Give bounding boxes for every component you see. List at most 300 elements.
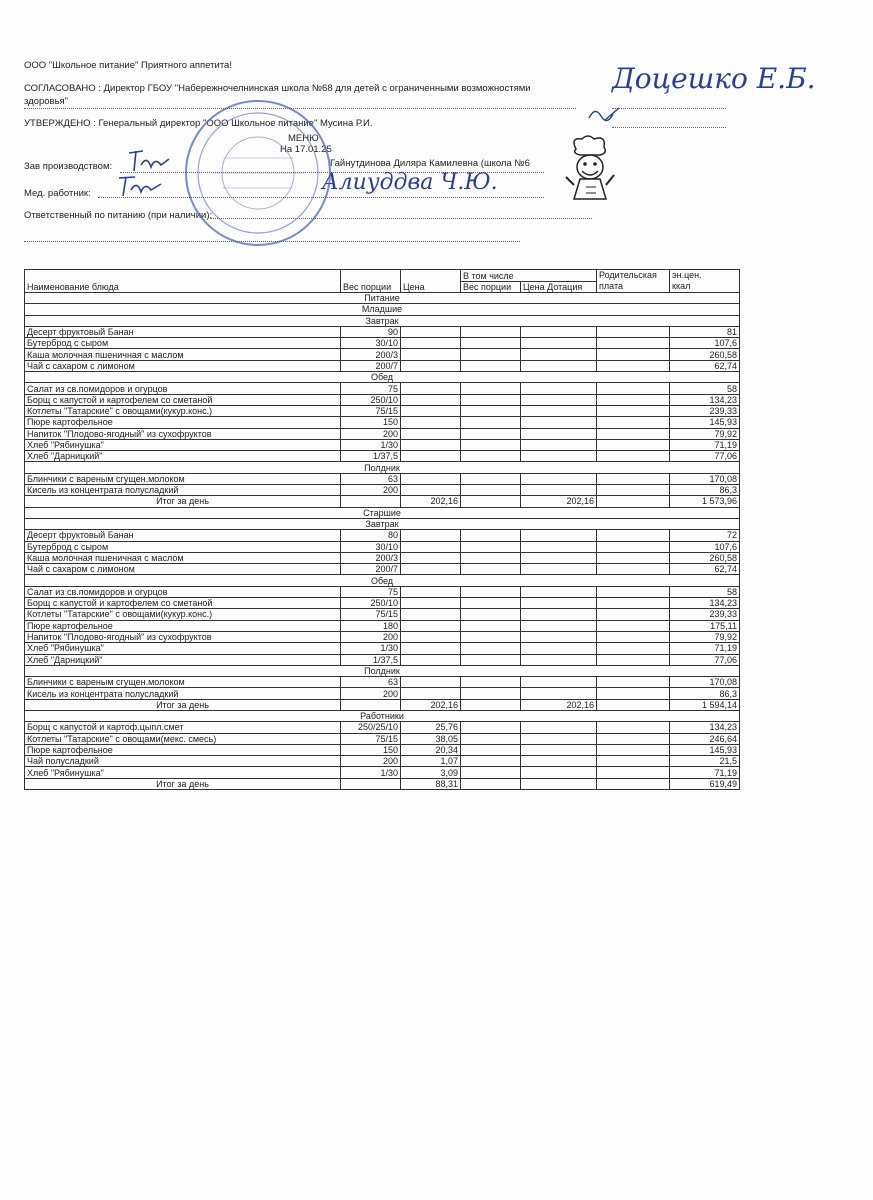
dish-name-cell: Котлеты "Татарские" с овощами(кукур.конс.) [25,405,341,416]
header-incl-weight: Вес порции [461,281,521,293]
energy-kcal-cell: 170,08 [670,473,740,484]
table-row [25,677,740,688]
dish-name-cell: Десерт фруктовый Банан [25,326,341,337]
official-stamp-icon [183,98,333,248]
price-cell [401,383,461,394]
price-cell [401,349,461,360]
portion-weight-cell: 1/30 [341,767,401,778]
portion-weight-cell: 1/30 [341,439,401,450]
price-cell [401,620,461,631]
responsible-label: Ответственный по питанию (при наличии): [24,210,213,221]
dish-name-cell: Пюре картофельное [25,744,341,755]
parent-payment-cell [597,552,670,563]
price-subsidy-cell [521,552,597,563]
dish-name-cell: Напиток "Плодово-ягодный" из сухофруктов [25,631,341,642]
section-title: Работники [25,710,740,721]
parent-payment-cell [597,360,670,371]
price-subsidy-cell [521,586,597,597]
parent-payment-cell [597,643,670,654]
portion-weight-cell: 200/7 [341,360,401,371]
dish-name-cell: Хлеб "Дарницкий" [25,451,341,462]
price-subsidy-cell [521,394,597,405]
energy-kcal-cell: 107,6 [670,541,740,552]
portion-weight-cell [341,496,401,507]
energy-kcal-cell: 58 [670,383,740,394]
incl-weight-cell [461,778,521,789]
energy-kcal-cell: 71,19 [670,767,740,778]
org-name: ООО "Школьное питание" Приятного аппетита! [24,60,232,71]
parent-payment-cell [597,699,670,710]
portion-weight-cell: 75/15 [341,733,401,744]
table-row [25,733,740,744]
portion-weight-cell: 30/10 [341,541,401,552]
incl-weight-cell [461,552,521,563]
energy-kcal-cell: 134,23 [670,598,740,609]
incl-weight-cell [461,677,521,688]
table-row [25,439,740,450]
price-subsidy-cell [521,756,597,767]
section-row [25,575,740,586]
price-subsidy-cell [521,485,597,496]
price-subsidy-cell [521,349,597,360]
energy-kcal-cell: 145,93 [670,417,740,428]
price-subsidy-cell [521,417,597,428]
price-cell [401,485,461,496]
dish-name-cell: Блинчики с вареным сгущен.молоком [25,677,341,688]
section-title: Питание [25,293,740,304]
production-label: Зав производством: [24,161,113,172]
energy-kcal-cell: 619,49 [670,778,740,789]
approved-line: УТВЕРЖДЕНО : Генеральный директор "ООО Школьное питание" Мусина Р.И. [24,118,373,129]
incl-weight-cell [461,326,521,337]
price-cell [401,439,461,450]
dish-name-cell: Пюре картофельное [25,417,341,428]
price-subsidy-cell [521,338,597,349]
dish-name-cell: Итог за день [25,496,341,507]
portion-weight-cell: 200 [341,485,401,496]
production-name: Гайнутдинова Диляра Камилевна (школа №6 [330,158,530,169]
incl-weight-cell [461,733,521,744]
dish-name-cell: Салат из св.помидоров и огурцов [25,586,341,597]
energy-kcal-cell: 81 [670,326,740,337]
section-title: Младшие [25,304,740,315]
portion-weight-cell: 75 [341,586,401,597]
incl-weight-cell [461,394,521,405]
parent-payment-cell [597,756,670,767]
energy-kcal-cell: 1 573,96 [670,496,740,507]
parent-payment-cell [597,496,670,507]
total-row [25,778,740,789]
parent-payment-cell [597,383,670,394]
price-cell [401,643,461,654]
incl-weight-cell [461,451,521,462]
incl-weight-cell [461,473,521,484]
table-row [25,338,740,349]
portion-weight-cell: 200 [341,428,401,439]
table-row [25,744,740,755]
incl-weight-cell [461,756,521,767]
parent-payment-cell [597,405,670,416]
dish-name-cell: Кисель из концентрата полусладкий [25,485,341,496]
price-cell: 202,16 [401,496,461,507]
parent-payment-cell [597,767,670,778]
table-row [25,552,740,563]
dish-name-cell: Салат из св.помидоров и огурцов [25,383,341,394]
portion-weight-cell: 75 [341,383,401,394]
price-cell [401,394,461,405]
energy-kcal-cell: 107,6 [670,338,740,349]
energy-kcal-cell: 175,11 [670,620,740,631]
table-row [25,530,740,541]
parent-payment-cell [597,733,670,744]
parent-payment-cell [597,744,670,755]
parent-payment-cell [597,417,670,428]
header-energy: эн.цен. ккал [670,270,740,293]
section-row [25,507,740,518]
dish-name-cell: Котлеты "Татарские" с овощами(мекс. смесь) [25,733,341,744]
section-title: Полдник [25,462,740,473]
section-title: Обед [25,575,740,586]
medic-signature: Алиуддва Ч.Ю. [322,170,498,195]
parent-payment-cell [597,722,670,733]
price-cell [401,564,461,575]
energy-kcal-cell: 145,93 [670,744,740,755]
price-subsidy-cell [521,688,597,699]
energy-kcal-cell: 134,23 [670,722,740,733]
incl-weight-cell [461,428,521,439]
price-cell [401,677,461,688]
medic-short-signature-icon [113,172,168,200]
parent-payment-cell [597,349,670,360]
price-cell [401,473,461,484]
table-row [25,451,740,462]
table-row [25,620,740,631]
dish-name-cell: Блинчики с вареным сгущен.молоком [25,473,341,484]
dish-name-cell: Десерт фруктовый Банан [25,530,341,541]
price-cell [401,451,461,462]
energy-kcal-cell: 260,58 [670,552,740,563]
dish-name-cell: Каша молочная пшеничная с маслом [25,552,341,563]
portion-weight-cell: 1/37,5 [341,654,401,665]
price-subsidy-cell [521,722,597,733]
price-cell [401,654,461,665]
incl-weight-cell [461,654,521,665]
dish-name-cell: Хлеб "Дарницкий" [25,654,341,665]
section-row [25,293,740,304]
dish-name-cell: Итог за день [25,778,341,789]
energy-kcal-cell: 71,19 [670,643,740,654]
price-subsidy-cell [521,541,597,552]
parent-payment-cell [597,677,670,688]
table-row [25,485,740,496]
price-subsidy-cell [521,677,597,688]
table-row [25,722,740,733]
incl-weight-cell [461,643,521,654]
approver-signature-icon [585,104,625,126]
parent-payment-cell [597,428,670,439]
parent-payment-cell [597,609,670,620]
table-row [25,631,740,642]
incl-weight-cell [461,496,521,507]
dish-name-cell: Котлеты "Татарские" с овощами(кукур.конс.) [25,609,341,620]
price-subsidy-cell [521,473,597,484]
parent-payment-cell [597,451,670,462]
incl-weight-cell [461,722,521,733]
portion-weight-cell: 200/7 [341,564,401,575]
section-row [25,372,740,383]
price-cell [401,631,461,642]
dish-name-cell: Пюре картофельное [25,620,341,631]
incl-weight-cell [461,767,521,778]
dish-name-cell: Чай с сахаром с лимоном [25,564,341,575]
price-subsidy-cell [521,530,597,541]
price-subsidy-cell [521,451,597,462]
agreed-sign-dotted-line [612,108,726,109]
price-cell [401,405,461,416]
parent-payment-cell [597,485,670,496]
incl-weight-cell [461,598,521,609]
parent-payment-cell [597,541,670,552]
price-cell: 20,34 [401,744,461,755]
menu-table-body [25,270,740,790]
portion-weight-cell: 75/15 [341,405,401,416]
price-cell [401,688,461,699]
energy-kcal-cell: 77,06 [670,451,740,462]
table-row [25,326,740,337]
portion-weight-cell: 75/15 [341,609,401,620]
incl-weight-cell [461,688,521,699]
section-title: Завтрак [25,315,740,326]
portion-weight-cell: 90 [341,326,401,337]
energy-kcal-cell: 71,19 [670,439,740,450]
energy-kcal-cell: 62,74 [670,360,740,371]
dish-name-cell: Итог за день [25,699,341,710]
portion-weight-cell: 200/3 [341,552,401,563]
table-row [25,383,740,394]
table-row [25,688,740,699]
price-cell [401,586,461,597]
energy-kcal-cell: 86,3 [670,688,740,699]
portion-weight-cell: 150 [341,417,401,428]
portion-weight-cell: 150 [341,744,401,755]
section-row [25,315,740,326]
portion-weight-cell: 63 [341,677,401,688]
incl-weight-cell [461,485,521,496]
dish-name-cell: Борщ с капустой и картофелем со сметаной [25,394,341,405]
parent-payment-cell [597,564,670,575]
incl-weight-cell [461,405,521,416]
price-cell [401,338,461,349]
incl-weight-cell [461,620,521,631]
total-row [25,496,740,507]
approved-sign-dotted-line [612,127,726,128]
price-cell: 3,09 [401,767,461,778]
portion-weight-cell: 180 [341,620,401,631]
price-subsidy-cell [521,609,597,620]
table-row [25,564,740,575]
portion-weight-cell: 250/10 [341,598,401,609]
portion-weight-cell: 80 [341,530,401,541]
price-subsidy-cell [521,564,597,575]
incl-weight-cell [461,439,521,450]
energy-kcal-cell: 134,23 [670,394,740,405]
energy-kcal-cell: 170,08 [670,677,740,688]
section-title: Старшие [25,507,740,518]
menu-title: МЕНЮ [288,133,319,144]
incl-weight-cell [461,744,521,755]
energy-kcal-cell: 1 594,14 [670,699,740,710]
price-cell: 88,31 [401,778,461,789]
portion-weight-cell: 250/10 [341,394,401,405]
dish-name-cell: Бутерброд с сыром [25,338,341,349]
incl-weight-cell [461,541,521,552]
table-row [25,473,740,484]
dish-name-cell: Борщ с капустой и картоф.цыпл.смет [25,722,341,733]
energy-kcal-cell: 79,92 [670,428,740,439]
header-price: Цена [401,270,461,293]
portion-weight-cell: 63 [341,473,401,484]
table-row [25,609,740,620]
header-including: В том числе [461,270,597,282]
section-row [25,518,740,529]
price-cell: 202,16 [401,699,461,710]
parent-payment-cell [597,778,670,789]
section-row [25,710,740,721]
incl-weight-cell [461,530,521,541]
parent-payment-cell [597,654,670,665]
incl-weight-cell [461,338,521,349]
price-cell [401,530,461,541]
incl-weight-cell [461,609,521,620]
chef-mascot-icon [562,133,620,205]
parent-payment-cell [597,439,670,450]
dish-name-cell: Хлеб "Рябинушка" [25,439,341,450]
energy-kcal-cell: 62,74 [670,564,740,575]
price-subsidy-cell [521,733,597,744]
dish-name-cell: Чай полусладкий [25,756,341,767]
price-cell [401,326,461,337]
parent-payment-cell [597,598,670,609]
price-subsidy-cell: 202,16 [521,496,597,507]
parent-payment-cell [597,394,670,405]
parent-payment-cell [597,688,670,699]
table-row [25,756,740,767]
dish-name-cell: Борщ с капустой и картофелем со сметаной [25,598,341,609]
price-cell: 25,76 [401,722,461,733]
section-title: Обед [25,372,740,383]
menu-table [24,269,740,790]
price-cell [401,428,461,439]
price-cell [401,417,461,428]
portion-weight-cell [341,699,401,710]
portion-weight-cell [341,778,401,789]
table-row [25,394,740,405]
dish-name-cell: Каша молочная пшеничная с маслом [25,349,341,360]
header-parent-payment: Родительская плата [597,270,670,293]
price-subsidy-cell [521,326,597,337]
portion-weight-cell: 200 [341,688,401,699]
table-row [25,598,740,609]
price-subsidy-cell [521,439,597,450]
table-row [25,428,740,439]
energy-kcal-cell: 72 [670,530,740,541]
price-subsidy-cell [521,631,597,642]
table-row [25,643,740,654]
incl-weight-cell [461,349,521,360]
price-cell [401,552,461,563]
dish-name-cell: Хлеб "Рябинушка" [25,767,341,778]
medic-label: Мед. работник: [24,188,91,199]
table-row [25,654,740,665]
header-weight: Вес порции [341,270,401,293]
dish-name-cell: Напиток "Плодово-ягодный" из сухофруктов [25,428,341,439]
incl-weight-cell [461,586,521,597]
agreed-line-1: СОГЛАСОВАНО : Директор ГБОУ "Набережночелнинская школа №68 для детей с ограниченными возможностями [24,83,531,94]
portion-weight-cell: 200 [341,631,401,642]
portion-weight-cell: 30/10 [341,338,401,349]
section-row [25,304,740,315]
energy-kcal-cell: 246,64 [670,733,740,744]
portion-weight-cell: 1/30 [341,643,401,654]
table-header-row-1 [25,270,740,282]
total-row [25,699,740,710]
price-subsidy-cell [521,767,597,778]
price-subsidy-cell: 202,16 [521,699,597,710]
dish-name-cell: Хлеб "Рябинушка" [25,643,341,654]
section-row [25,665,740,676]
price-cell: 38,05 [401,733,461,744]
parent-payment-cell [597,473,670,484]
incl-weight-cell [461,383,521,394]
dish-name-cell: Чай с сахаром с лимоном [25,360,341,371]
price-cell [401,360,461,371]
price-subsidy-cell [521,778,597,789]
parent-payment-cell [597,631,670,642]
portion-weight-cell: 200 [341,756,401,767]
price-cell [401,541,461,552]
portion-weight-cell: 1/37,5 [341,451,401,462]
price-subsidy-cell [521,360,597,371]
energy-kcal-cell: 86,3 [670,485,740,496]
price-subsidy-cell [521,654,597,665]
parent-payment-cell [597,586,670,597]
header-dish-name: Наименование блюда [25,270,341,293]
price-cell [401,598,461,609]
menu-date: На 17.01.25 [280,144,332,155]
price-subsidy-cell [521,643,597,654]
parent-payment-cell [597,620,670,631]
table-row [25,417,740,428]
price-cell: 1,07 [401,756,461,767]
incl-weight-cell [461,417,521,428]
price-subsidy-cell [521,598,597,609]
energy-kcal-cell: 77,06 [670,654,740,665]
incl-weight-cell [461,564,521,575]
portion-weight-cell: 200/3 [341,349,401,360]
energy-kcal-cell: 79,92 [670,631,740,642]
parent-payment-cell [597,338,670,349]
energy-kcal-cell: 58 [670,586,740,597]
dish-name-cell: Кисель из концентрата полусладкий [25,688,341,699]
incl-weight-cell [461,631,521,642]
energy-kcal-cell: 260,58 [670,349,740,360]
table-row [25,767,740,778]
table-row [25,586,740,597]
section-row [25,462,740,473]
table-row [25,405,740,416]
incl-weight-cell [461,699,521,710]
price-subsidy-cell [521,383,597,394]
